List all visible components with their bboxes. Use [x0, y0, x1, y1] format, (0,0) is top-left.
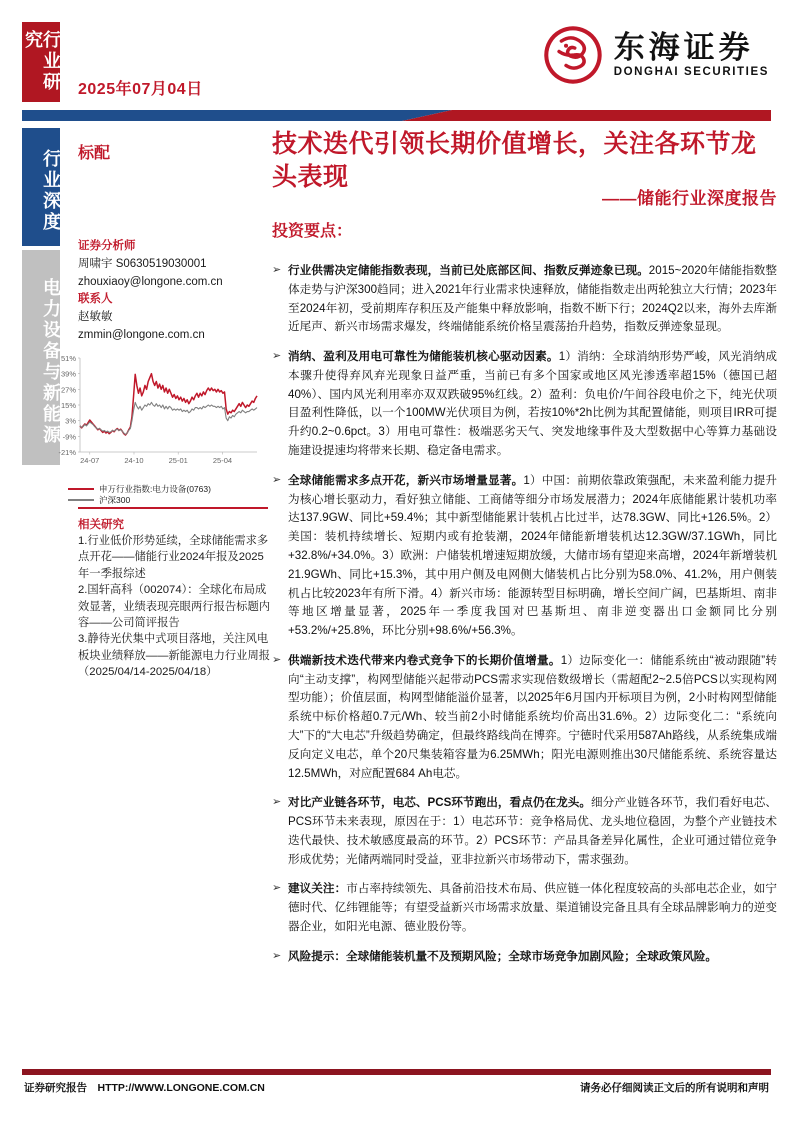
left-divider — [78, 507, 268, 509]
bullet-arrow-icon: ➢ — [272, 264, 282, 276]
bullet-arrow-icon: ➢ — [272, 473, 282, 486]
investment-point-body: 全球储能装机量不及预期风险；全球市场竞争加剧风险；全球政策风险。 — [345, 949, 717, 963]
investment-point-lead: 消纳、盈利及用电可靠性为储能装机核心驱动因素。 — [288, 350, 559, 364]
related-research-item[interactable]: 1.行业低价形势延续，全球储能需求多点开花——储能行业2024年报及2025年一季报综述 — [78, 535, 269, 580]
investment-points-heading: 投资要点： — [272, 223, 353, 240]
investment-point — [272, 948, 777, 967]
x-axis-tick-label: 24-07 — [80, 456, 100, 465]
brand-name-cn: 东海证券 — [613, 29, 754, 65]
investment-point-text — [288, 262, 777, 337]
investment-point-text — [288, 880, 777, 936]
investment-point-body: 细分产业链各环节，我们看好电芯、PCS环节未来表现，原因在于：1）电芯环节：竞争格局优、龙头地位稳固，为整个产业链技术迭代最快、技术敏感度最高的环节。2）PCS环节：产品具备差异化属性，企业可通过错位竞争形成优势；光储两端同时受益，亚非拉新兴市场带动下，需求强劲。 — [288, 796, 777, 866]
investment-points-list — [272, 262, 777, 978]
investment-point-body: 2015~2020年储能指数整体走势与沪深300趋同；进入2021年行业需求快速释放，储能指数走出两轮独立大行情；2023年至2024年初，受前期库存积压及产能集中释放影响，指数不断下行；2024Q2以来，海外去库渐近尾声、新兴市场需求爆发，终端储能系统价格呈震荡抬升趋势，指数反弹迹象显现。 — [288, 264, 777, 334]
contact-email[interactable]: zmmin@longone.com.cn — [78, 329, 205, 342]
vertical-tab-research-label: 行业研究 — [23, 30, 61, 93]
bullet-arrow-icon: ➢ — [272, 350, 282, 363]
y-axis-tick-label: 51% — [60, 354, 76, 363]
related-research-block — [78, 516, 274, 680]
y-axis-tick-label: -21% — [58, 448, 76, 457]
chart-series-line — [80, 374, 257, 435]
investment-point-lead: 行业供需决定储能指数表现，当前已处底部区间、指数反弹迹象已现。 — [288, 264, 649, 277]
report-date: 2025年07月04日 — [78, 81, 203, 98]
related-research-item[interactable]: 3.静待光伏集中式项目落地，关注风电板块业绩释放——新能源电力行业周报（2025/04/14-2025/04/18） — [78, 633, 271, 678]
investment-point-body: 1）中国：前期依靠政策强配，未来盈利能力提升为核心增长驱动力，看好独立储能、工商储等细分市场发展潜力；2024年底储能累计装机功率达137.9GW、同比+59.4%；其中新型储能累计装机占比过半，达78.3GW、同比+126.5%。2）美国：装机持续增长、短期内或有抢装潮，2024年储能新增装机达12.3GW/37.1GWh，同比+32.8%/+34.0%。3）欧洲：户储装机增速短期放缓，大储市场有望迎来高增，2024年新增装机21.9GWh、同比+15.3%，其中用户侧及电网侧大储装机占比分别为58.0%、41.2%，用户侧装机占比较2023年有所下滑。4）新兴市场：能源转型目标明确，增长空间广阔，巴基斯坦、南非等地区增量显著，2025年一季度我国对巴基斯坦、南非逆变器出口金额同比分别+53.2%/+25.8%，环比分别+98.6%/+56.3%。 — [288, 473, 777, 638]
investment-point-lead: 全球储能需求多点开花，新兴市场增量显著。 — [288, 473, 524, 487]
analyst-block — [78, 238, 268, 345]
investment-point-body: 1）边际变化一：储能系统由“被动跟随”转向“主动支撑”，构网型储能兴起带动PCS需求实现倍数级增长（需超配2~2.5倍PCS以实现构网型功能）；价值层面，构网型储能溢价显著，以2025年6月国内开标项目为例，2小时构网型储能系统中标价格超0.7元/Wh、较当前2小时储能系统均价高出31.6%。2）边际变化二：“系统向大”下的“大电芯”升级趋势确定，但最终路线尚在博弈。宁德时代采用587Ah路线，从系统集成端反向定义电芯，单个20尺集装箱容量为6.25MWh；阳光电源则推出30尺储能系统、系统容量达12.5MWh，对应配置684 Ah电芯。 — [288, 653, 777, 780]
investment-point — [272, 880, 777, 936]
x-axis-tick-label: 25-01 — [168, 456, 188, 465]
investment-point-body: 市占率持续领先、具备前沿技术布局、供应链一体化程度较高的头部电芯企业，如宁德时代、亿纬锂能等；有望受益新兴市场需求放量、渠道铺设完备且具有全球品牌影响力的逆变器企业，如阳光电源、德业股份等。 — [288, 882, 777, 933]
y-axis-tick-label: 39% — [60, 369, 76, 379]
chart-canvas — [46, 352, 261, 482]
legend-item-0 — [68, 484, 261, 494]
chart-axes — [80, 358, 257, 452]
y-axis-tick-label: 3% — [65, 416, 76, 426]
vertical-tab-depth-label: 行业深度 — [41, 149, 61, 233]
footer-right-text: 请务必仔细阅读正文后的所有说明和声明 — [580, 1082, 769, 1094]
footer-divider-bar — [22, 1069, 771, 1075]
y-axis-tick-label: -9% — [62, 432, 76, 442]
vertical-tab-industry-depth — [22, 128, 60, 246]
y-axis-tick-label: 27% — [60, 385, 76, 395]
page-subtitle: ——储能行业深度报告 — [602, 189, 777, 208]
legend-item-1 — [68, 495, 261, 505]
investment-point-lead: 建议关注： — [288, 882, 347, 896]
bullet-arrow-icon: ➢ — [272, 882, 282, 895]
legend-label-1: 沪深300 — [99, 495, 131, 506]
related-research-title: 相关研究 — [78, 519, 124, 531]
legend-line-swatch — [68, 499, 94, 501]
investment-point — [272, 472, 777, 641]
investment-point-text — [288, 948, 777, 967]
dragon-emblem-icon — [544, 26, 602, 84]
chart-series-line — [80, 402, 257, 434]
brand-logo — [544, 26, 769, 84]
investment-point — [272, 652, 777, 783]
investment-point-lead: 风险提示： — [288, 949, 346, 963]
brand-name-en: DONGHAI SECURITIES — [613, 66, 769, 79]
investment-point-text — [288, 348, 777, 461]
header-divider-bar — [22, 110, 771, 121]
vertical-tab-industry-research — [22, 22, 60, 102]
x-axis-tick-label: 24-10 — [124, 456, 144, 465]
analyst-email[interactable]: zhouxiaoy@longone.com.cn — [78, 275, 223, 288]
contact-name: 赵敏敏 — [78, 311, 113, 324]
investment-point — [272, 348, 777, 461]
related-research-item[interactable]: 2.国轩高科（002074）：全球化布局成效显著，业绩表现亮眼两行报告标题内容——公司简评报告 — [78, 584, 271, 629]
investment-point — [272, 794, 777, 869]
investment-point-lead: 供端新技术迭代带来内卷式竞争下的长期价值增量。 — [288, 653, 561, 667]
x-axis-tick-label: 25-04 — [212, 456, 233, 465]
bullet-arrow-icon: ➢ — [272, 796, 282, 809]
investment-point — [272, 262, 777, 337]
analyst-label: 证券分析师 — [78, 240, 136, 252]
y-axis-tick-label: 15% — [60, 401, 76, 410]
investment-point-body: 1）消纳：全球消纳形势严峻，风光消纳成本骤升使得弃风弃光现象日益严重，当前已有多个国家或地区风光渗透率超15%（德国已超40%）、国内风光利用率亦双双跌破95%红线。2）盈利：负电价/午间谷段电价之下，纯光伏项目盈利性降低，以一个100MW光伏项目为例，若按10%*2h比例为其配置储能，则项目IRR可提升约0.2~0.6pct。3）用电可靠性：极端恶劣天气、突发地缘事件及大型数据中心等算力基础设施建设提速均将带来长期、稳定备电需求。 — [288, 350, 777, 458]
investment-point-text — [288, 652, 777, 783]
investment-point-text — [288, 794, 777, 869]
investment-point-lead: 对比产业链各环节，电芯、PCS环节跑出，看点仍在龙头。 — [288, 796, 591, 810]
performance-chart — [46, 352, 261, 505]
contact-label: 联系人 — [78, 293, 113, 306]
bullet-arrow-icon: ➢ — [272, 653, 282, 666]
bullet-arrow-icon: ➢ — [272, 949, 282, 962]
investment-point-text — [288, 472, 777, 641]
page-title: 技术迭代引领长期价值增长，关注各环节龙头表现 — [272, 130, 757, 191]
legend-label-0: 申万行业指数:电力设备(0763) — [99, 484, 211, 494]
chart-legend — [46, 484, 261, 505]
analyst-name-id: 周啸宇 S0630519030001 — [78, 257, 207, 270]
vertical-tab-sector-label: 电力设备与新能源 — [41, 277, 61, 446]
rating-badge: 标配 — [78, 145, 111, 162]
legend-line-swatch — [68, 488, 94, 490]
footer-left-text: 证券研究报告 HTTP://WWW.LONGONE.COM.CN — [24, 1082, 265, 1094]
